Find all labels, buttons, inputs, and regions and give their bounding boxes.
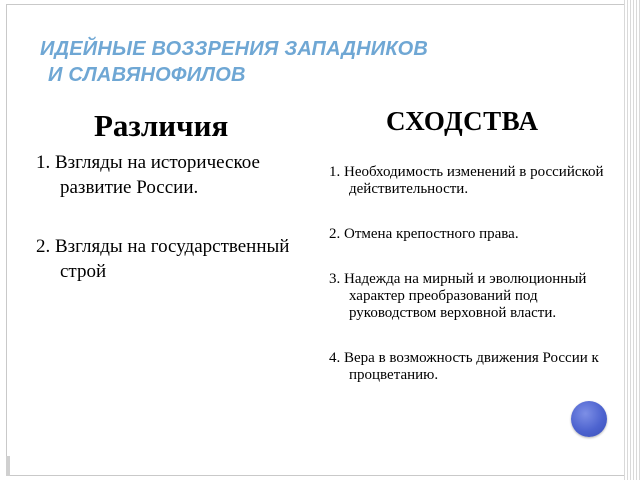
decorative-edge <box>6 456 10 476</box>
differences-list <box>36 150 326 318</box>
differences-item: 2. Взгляды на государственный строй <box>36 236 290 282</box>
similarities-item: 3. Надежда на мирный и эволюционный характер преобразований под руководством верховной власти. <box>329 271 587 321</box>
title-line-1: ИДЕЙНЫЕ ВОЗЗРЕНИЯ ЗАПАДНИКОВ <box>40 38 429 60</box>
slide-title <box>40 36 560 88</box>
similarities-item: 1. Необходимость изменений в российской действительности. <box>329 164 604 197</box>
title-line-2: И СЛАВЯНОФИЛОВ <box>48 64 246 86</box>
differences-item: 1. Взгляды на историческое развитие России. <box>36 152 260 198</box>
similarities-item: 4. Вера в возможность движения России к процветанию. <box>329 350 599 383</box>
decorative-stripes <box>624 0 640 480</box>
similarities-list <box>329 164 619 384</box>
similarities-heading: СХОДСТВА <box>386 106 539 136</box>
nav-circle-button[interactable] <box>571 401 607 437</box>
similarities-item: 2. Отмена крепостного права. <box>329 226 519 242</box>
differences-heading: Различия <box>94 108 229 143</box>
